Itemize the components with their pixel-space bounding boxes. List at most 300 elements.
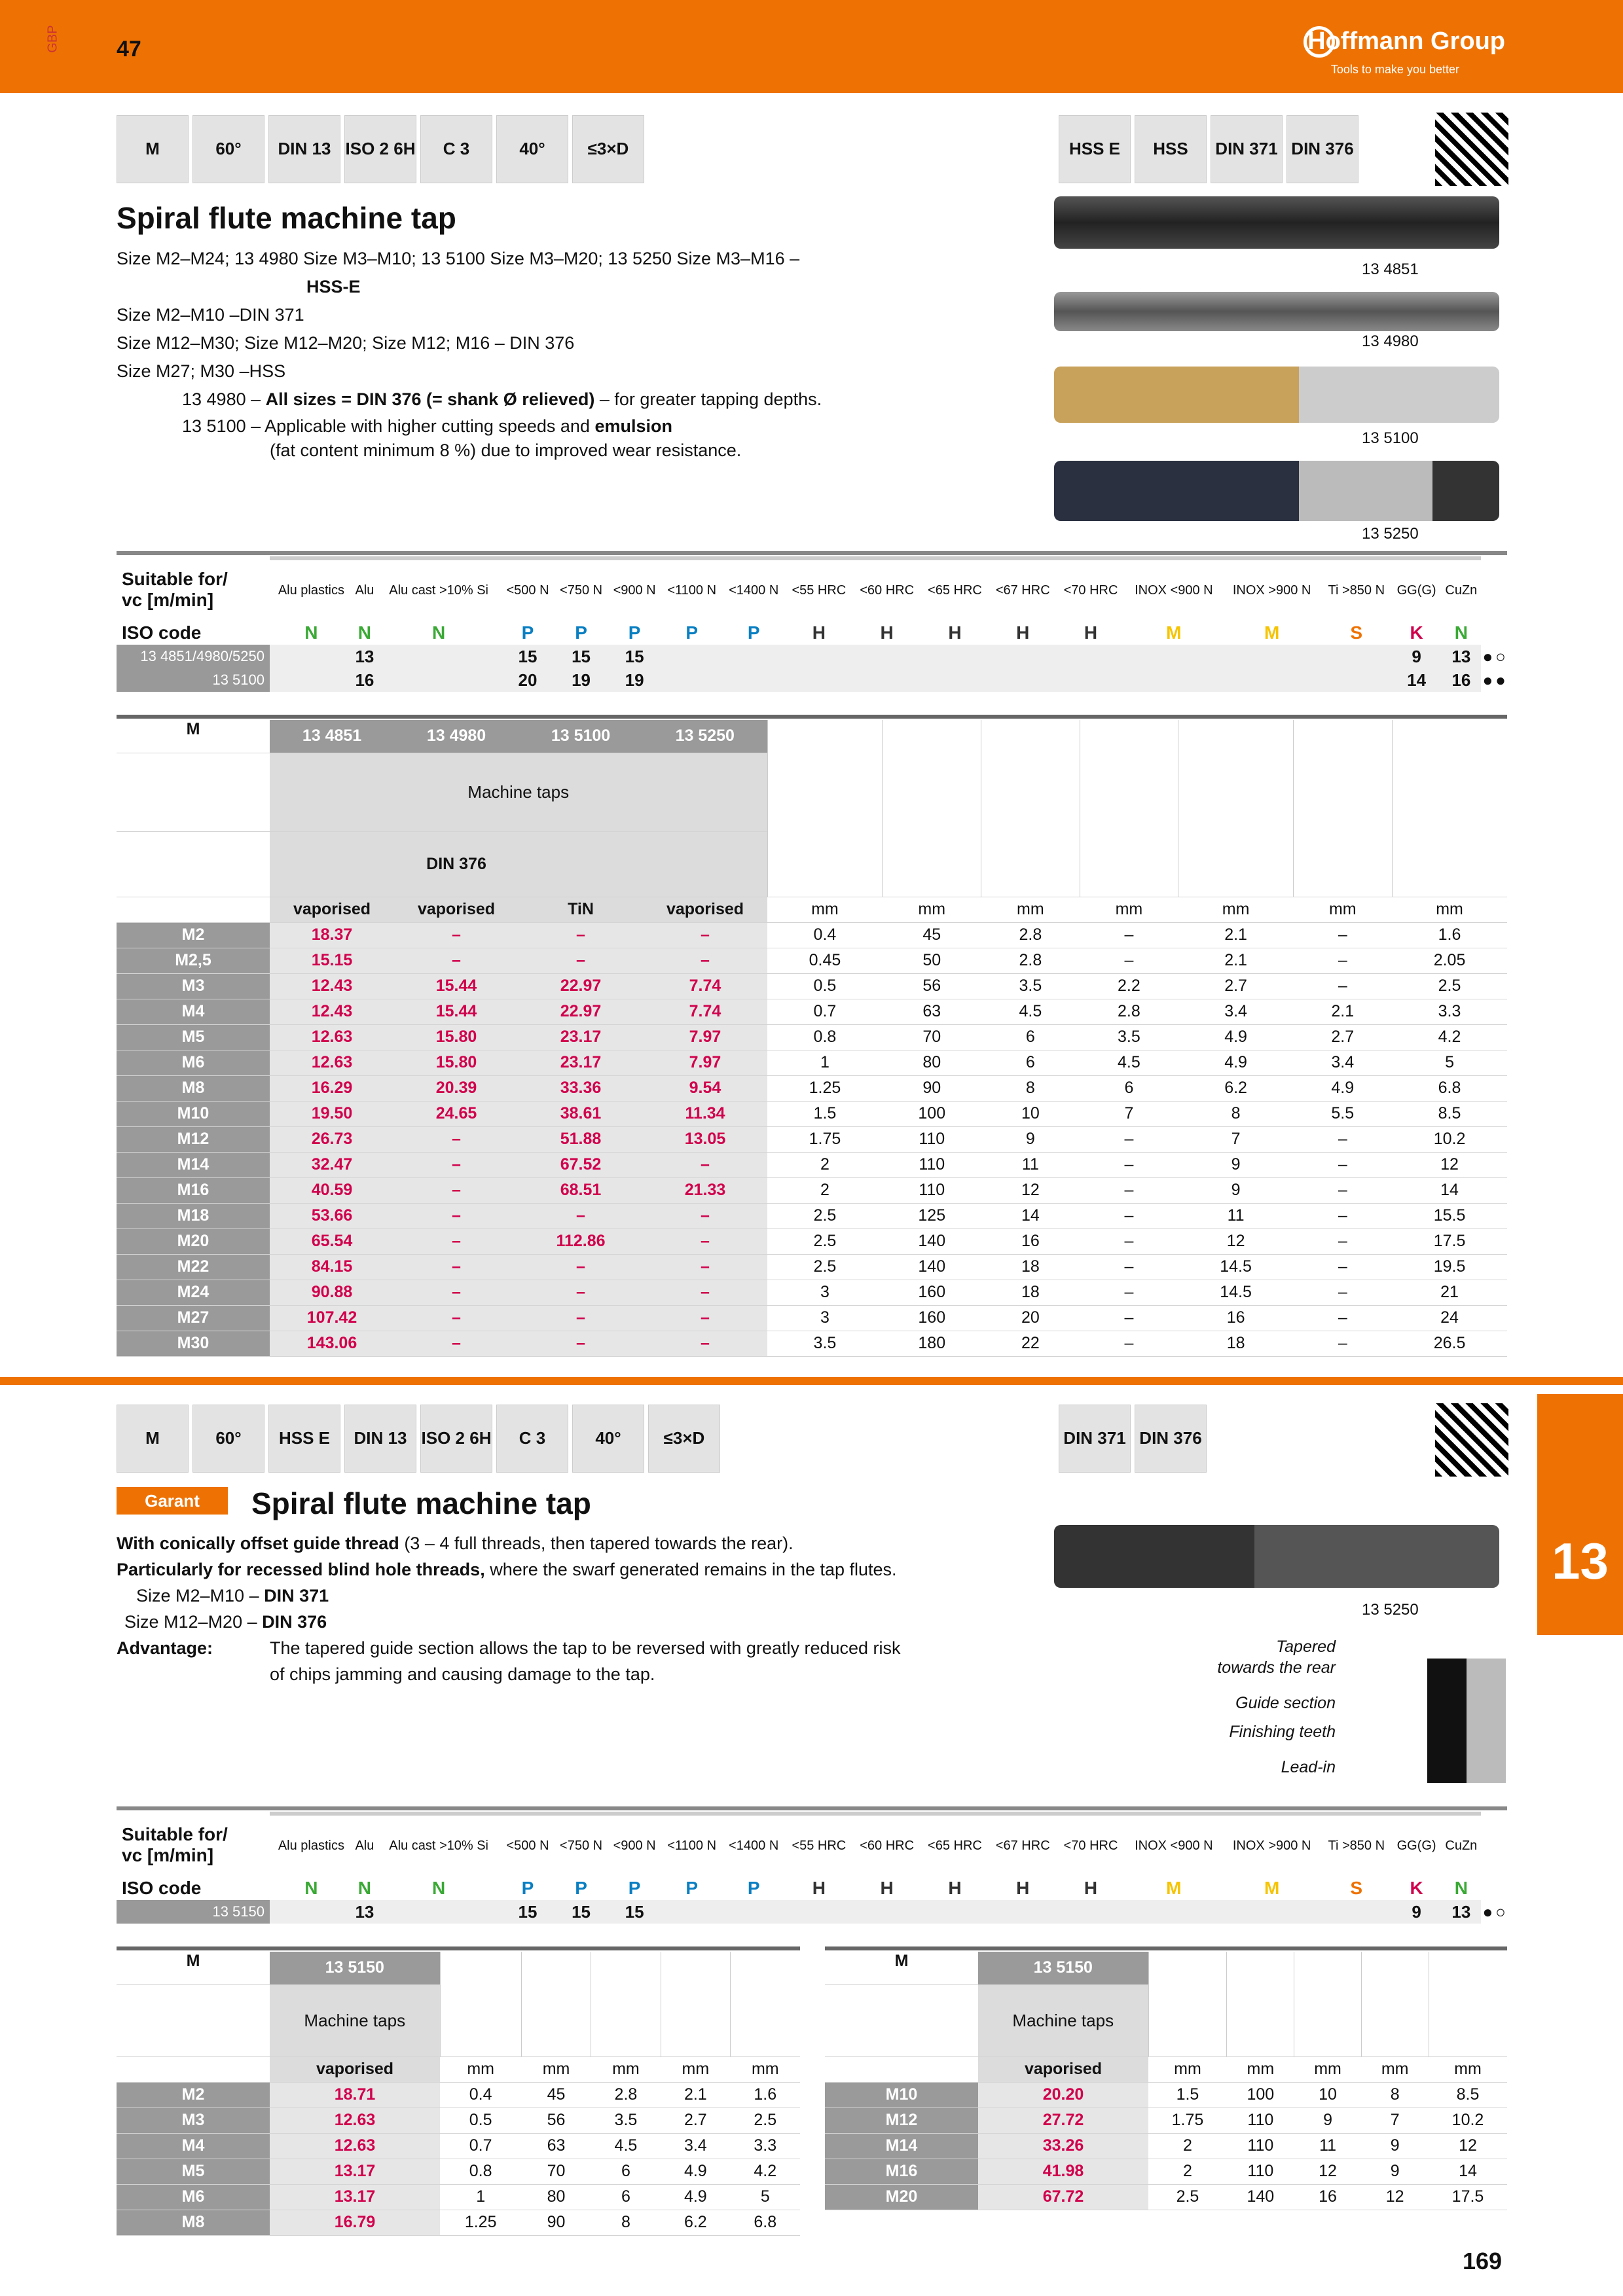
iso-code: P [747,622,760,643]
value-cell: 1.5 [1148,2082,1227,2108]
value-cell: 6 [981,1050,1080,1075]
material-col: <500 N [501,1814,555,1876]
value-cell: 0.8 [767,1024,883,1050]
cutting-speed [853,1900,921,1924]
value-cell: 33.26 [978,2133,1148,2159]
value-cell: – [643,1152,767,1177]
value-cell: 8 [591,2210,661,2235]
tool-image-135100 [1054,367,1499,423]
value-cell: 125 [883,1203,981,1229]
value-cell: – [643,948,767,973]
value-cell: 9 [1361,2133,1429,2159]
value-cell: 2.7 [661,2108,730,2133]
cutting-speed: 13 [1441,1900,1481,1924]
coolant-mark: ○ [1495,1901,1506,1922]
value-cell: – [1080,948,1178,973]
value-cell: 2.5 [1148,2184,1227,2210]
cutting-speed [1321,645,1392,668]
blank [117,2056,270,2082]
value-cell: 6.8 [1392,1075,1507,1101]
table-row [117,1331,1507,1356]
note-text: (fat content minimum 8 %) due to improved wear resistance. [270,440,742,460]
s2-order-table-right [825,1952,1507,2210]
material-col: Ti >850 N [1321,558,1392,621]
table-row [117,1177,1507,1203]
material-col: <750 N [555,558,608,621]
value-cell: 20.20 [978,2082,1148,2108]
value-cell: 41.98 [978,2159,1148,2184]
material-col: INOX <900 N [1125,558,1223,621]
cutting-speed [853,668,921,692]
cutting-speed [921,1900,989,1924]
value-cell: 0.8 [440,2159,521,2184]
dimension-icon [1392,720,1507,897]
diagram-label: Finishing teeth [1229,1723,1336,1741]
value-cell: 7.74 [643,973,767,999]
blank [117,753,270,831]
value-cell: 2 [767,1152,883,1177]
cutting-speed [722,668,784,692]
iso-code: H [948,622,962,643]
unit-label: mm [591,2056,661,2082]
value-cell: – [519,922,643,948]
material-col: <67 HRC [989,558,1057,621]
iso-code: P [521,1878,534,1898]
value-cell: 80 [883,1050,981,1075]
note-bold: emulsion [594,416,672,436]
cutting-speed: 14 [1392,668,1441,692]
value-cell: 2.1 [1178,948,1294,973]
value-cell: 84.15 [270,1254,394,1280]
spec-badge: ≤3×D [572,115,644,183]
dimension-icon [1227,1952,1294,2056]
s2-text: The tapered guide section allows the tap to be reversed with greatly reduced risk [270,1638,901,1658]
table-row [117,2133,800,2159]
iso-label: ISO code [122,1878,202,1898]
unit-label: mm [883,897,981,922]
value-cell: 6.2 [661,2210,730,2235]
s2-description [117,1530,1099,1687]
size-cell: M10 [825,2082,978,2108]
machine-taps-label: Machine taps [270,753,767,831]
value-cell: 5 [1392,1050,1507,1075]
value-cell: 0.45 [767,948,883,973]
value-cell: 3 [767,1280,883,1305]
spec-badge: C 3 [496,1405,568,1473]
article-number: 13 4851/4980/5250 [117,645,270,668]
s2-suitable-table [117,1812,1507,1924]
iso-code: N [432,1878,446,1898]
value-cell: 10.2 [1429,2108,1507,2133]
value-cell: 160 [883,1305,981,1331]
iso-code: H [812,622,826,643]
s2-order-table-left [117,1952,800,2236]
material-col: <1400 N [722,1814,784,1876]
cutting-speed [785,645,853,668]
value-cell: 112.86 [519,1229,643,1254]
value-cell: 14 [1392,1177,1507,1203]
iso-code: H [1084,1878,1098,1898]
cutting-speed [785,1900,853,1924]
value-cell: – [643,922,767,948]
value-cell: 6.2 [1178,1075,1294,1101]
value-cell: – [1080,1229,1178,1254]
value-cell: 2.2 [1080,973,1178,999]
value-cell: – [1294,948,1393,973]
tool-image-134851 [1054,196,1499,249]
value-cell: 16.79 [270,2210,440,2235]
value-cell: 2.05 [1392,948,1507,973]
value-cell: 11 [1294,2133,1362,2159]
blank [825,1984,978,2056]
size-cell: M18 [117,1203,270,1229]
unit-label: mm [1294,2056,1362,2082]
diagram-labels [1205,1636,1336,1778]
value-cell: 1.75 [767,1126,883,1152]
material-col: INOX >900 N [1223,558,1321,621]
cutting-speed: 19 [555,668,608,692]
iso-code: M [1264,1878,1280,1898]
unit-label: mm [981,897,1080,922]
value-cell: 4.2 [731,2159,800,2184]
value-cell: 9 [1178,1152,1294,1177]
suitable-label-1: Suitable for/ [122,1824,228,1844]
value-cell: 22.97 [519,999,643,1024]
blank [117,897,270,922]
cutting-speed [1321,1900,1392,1924]
table-row [117,1305,1507,1331]
coolant-mark: ● [1482,670,1493,690]
value-cell: 10 [981,1101,1080,1126]
article-header: 13 4851 [270,720,394,753]
value-cell: – [1080,1305,1178,1331]
s2-bold: With conically offset guide thread [117,1534,399,1553]
tool-image-135250 [1054,461,1499,521]
qr-code-icon [1435,1403,1508,1477]
value-cell: 2.1 [661,2082,730,2108]
dimension-icon [1178,720,1294,897]
value-cell: 45 [521,2082,591,2108]
value-cell: 4.9 [1294,1075,1393,1101]
chapter-number: 13 [1552,1532,1609,1590]
value-cell: – [394,1152,519,1177]
page-number: 169 [1463,2248,1503,2274]
value-cell: 3.3 [1392,999,1507,1024]
iso-code: H [1016,622,1030,643]
value-cell: 4.5 [591,2133,661,2159]
value-cell: 110 [1227,2108,1294,2133]
value-cell: – [394,1126,519,1152]
value-cell: – [394,1280,519,1305]
iso-code: S [1350,622,1363,643]
tool-label: 13 5100 [1362,429,1419,447]
value-cell: 3 [767,1305,883,1331]
cutting-speed [1057,645,1125,668]
value-cell: 6 [591,2159,661,2184]
iso-code: N [432,622,446,643]
table-row [117,1050,1507,1075]
value-cell: 1.25 [767,1075,883,1101]
value-cell: 9 [1294,2108,1362,2133]
spec-badge: DIN 376 [1286,115,1359,183]
size-cell: M20 [825,2184,978,2210]
spec-badge: DIN 371 [1211,115,1283,183]
value-cell: 90 [883,1075,981,1101]
cutting-speed [1321,668,1392,692]
size-cell: M30 [117,1331,270,1356]
value-cell: – [1294,1280,1393,1305]
s1-line: Size M2–M24; 13 4980 Size M3–M10; 13 5100 Size M3–M20; 13 5250 Size M3–M16 – [117,249,800,268]
iso-code: N [304,1878,318,1898]
value-cell: 7 [1080,1101,1178,1126]
size-header: M [117,720,270,753]
value-cell: 12 [1178,1229,1294,1254]
value-cell: 14 [981,1203,1080,1229]
material-col: GG(G) [1392,1814,1441,1876]
material-col: <55 HRC [785,1814,853,1876]
value-cell: 16 [981,1229,1080,1254]
size-cell: M20 [117,1229,270,1254]
value-cell: – [1294,1152,1393,1177]
value-cell: 0.4 [440,2082,521,2108]
value-cell: 4.9 [661,2159,730,2184]
s1-title: Spiral flute machine tap [117,201,456,235]
value-cell: 107.42 [270,1305,394,1331]
value-cell: 6 [981,1024,1080,1050]
blank [270,831,394,897]
size-cell: M14 [825,2133,978,2159]
divider [117,551,1507,555]
value-cell: 26.73 [270,1126,394,1152]
value-cell: – [1294,973,1393,999]
value-cell: – [394,1331,519,1356]
material-col: Alu [353,558,376,621]
cutting-speed [722,1900,784,1924]
article-header: 13 5150 [270,1952,440,1984]
table-row [117,1229,1507,1254]
value-cell: 53.66 [270,1203,394,1229]
value-cell: 2.7 [1294,1024,1393,1050]
dimension-icon [1148,1952,1227,2056]
value-cell: 0.7 [767,999,883,1024]
value-cell: 56 [883,973,981,999]
value-cell: – [394,1254,519,1280]
material-col: <500 N [501,558,555,621]
dimension-icon [1294,1952,1362,2056]
unit-label: mm [1080,897,1178,922]
value-cell: 70 [521,2159,591,2184]
value-cell: 20.39 [394,1075,519,1101]
value-cell: 15.44 [394,973,519,999]
qr-code-icon [1435,113,1508,186]
table-row [117,2159,800,2184]
size-cell: M6 [117,1050,270,1075]
diagram-label: Lead-in [1281,1758,1336,1776]
cutting-speed: 16 [1441,668,1481,692]
coolant-mark: ● [1495,670,1506,690]
value-cell: 2 [767,1177,883,1203]
cutting-speed: 15 [501,1900,555,1924]
value-cell: 3.5 [591,2108,661,2133]
material-col: <900 N [608,1814,661,1876]
iso-code: P [575,622,587,643]
note-code: 13 5100 – [182,416,261,436]
cutting-speed [376,645,501,668]
value-cell: 5 [731,2184,800,2210]
cutting-speed: 15 [608,1900,661,1924]
table-row [117,2210,800,2235]
value-cell: 1.5 [767,1101,883,1126]
value-cell: 2.5 [767,1254,883,1280]
unit-label: mm [661,2056,730,2082]
value-cell: – [1294,1229,1393,1254]
coolant-mark: ● [1482,646,1493,666]
cutting-speed [270,645,353,668]
blank [1494,621,1507,645]
iso-code: H [880,622,894,643]
spec-badge: HSS [1135,115,1207,183]
size-cell: M12 [117,1126,270,1152]
unit-label: mm [1429,2056,1507,2082]
unit-label: mm [1227,2056,1294,2082]
value-cell: – [519,1331,643,1356]
table-row [117,2082,800,2108]
spec-badge: 60° [192,115,264,183]
value-cell: 90 [521,2210,591,2235]
iso-code: P [628,1878,641,1898]
value-cell: 100 [883,1101,981,1126]
size-cell: M24 [117,1280,270,1305]
material-col: <70 HRC [1057,558,1125,621]
cutting-speed [376,668,501,692]
value-cell: 19.50 [270,1101,394,1126]
table-row [117,922,1507,948]
blank [1494,1876,1507,1900]
value-cell: 2.1 [1294,999,1393,1024]
value-cell: 1 [767,1050,883,1075]
blank [643,831,767,897]
iso-code: H [880,1878,894,1898]
spec-badge: HSS E [1059,115,1131,183]
page-number-left: 47 [117,37,141,62]
value-cell: – [394,1177,519,1203]
value-cell: 12.63 [270,2133,440,2159]
coating-label: vaporised [270,897,394,922]
size-cell: M3 [117,2108,270,2133]
size-cell: M8 [117,1075,270,1101]
value-cell: 17.5 [1392,1229,1507,1254]
article-number: 13 5100 [117,668,270,692]
value-cell: 18 [981,1254,1080,1280]
iso-code: H [948,1878,962,1898]
value-cell: 80 [521,2184,591,2210]
value-cell: 12.63 [270,1024,394,1050]
blank [1481,1876,1494,1900]
spec-badge: 40° [572,1405,644,1473]
cutting-speed [376,1900,501,1924]
table-row [825,2133,1507,2159]
article-header: 13 5150 [978,1952,1148,1984]
value-cell: 12 [1429,2133,1507,2159]
value-cell: 3.4 [1294,1050,1393,1075]
value-cell: 24 [1392,1305,1507,1331]
side-code: GBP [45,25,60,53]
din376-label: DIN 376 [394,831,519,897]
value-cell: – [643,1254,767,1280]
iso-code: M [1264,622,1280,643]
iso-code: P [747,1878,760,1898]
s1-line: Size M2–M10 –DIN 371 [117,305,304,325]
value-cell: – [1294,1331,1393,1356]
value-cell: 140 [1227,2184,1294,2210]
s1-description [117,245,1033,462]
cutting-speed [270,1900,353,1924]
table-row [117,1075,1507,1101]
value-cell: – [394,948,519,973]
value-cell: 16 [1178,1305,1294,1331]
value-cell: 63 [883,999,981,1024]
value-cell: 3.4 [1178,999,1294,1024]
spec-badge: DIN 13 [268,115,340,183]
spec-badge: ISO 2 6H [344,115,416,183]
material-col: Ti >850 N [1321,1814,1392,1876]
cutting-speed: 13 [353,1900,376,1924]
coating-label: vaporised [978,2056,1148,2082]
value-cell: 2.5 [731,2108,800,2133]
cutting-speed [1223,645,1321,668]
spec-badge: DIN 371 [1059,1405,1131,1473]
value-cell: 180 [883,1331,981,1356]
value-cell: 4.9 [1178,1024,1294,1050]
table-row [117,948,1507,973]
value-cell: – [1294,1177,1393,1203]
table-row [825,2082,1507,2108]
value-cell: 4.2 [1392,1024,1507,1050]
article-header: 13 4980 [394,720,519,753]
value-cell: 3.3 [731,2133,800,2159]
value-cell: 2.5 [767,1203,883,1229]
cutting-speed [270,668,353,692]
garant-logo: Garant [117,1487,228,1515]
value-cell: 7.97 [643,1024,767,1050]
table-row [825,2159,1507,2184]
value-cell: 8 [1361,2082,1429,2108]
value-cell: 7.97 [643,1050,767,1075]
value-cell: – [394,1203,519,1229]
value-cell: 2.8 [981,948,1080,973]
value-cell: 21 [1392,1280,1507,1305]
value-cell: 8 [981,1075,1080,1101]
size-header: M [825,1952,978,1984]
tool-label: 13 4851 [1362,260,1419,278]
value-cell: 1.75 [1148,2108,1227,2133]
unit-label: mm [521,2056,591,2082]
unit-label: mm [1178,897,1294,922]
article-header: 13 5100 [519,720,643,753]
unit-label: mm [731,2056,800,2082]
value-cell: 18.37 [270,922,394,948]
iso-code: K [1410,1878,1423,1898]
material-col: Alu plastics [270,558,353,621]
iso-code: P [521,622,534,643]
dimension-icon [1361,1952,1429,2056]
dimension-icon [1080,720,1178,897]
table-row [117,1024,1507,1050]
value-cell: 10 [1294,2082,1362,2108]
value-cell: 11 [1178,1203,1294,1229]
value-cell: 1.25 [440,2210,521,2235]
spec-badge: DIN 13 [344,1405,416,1473]
